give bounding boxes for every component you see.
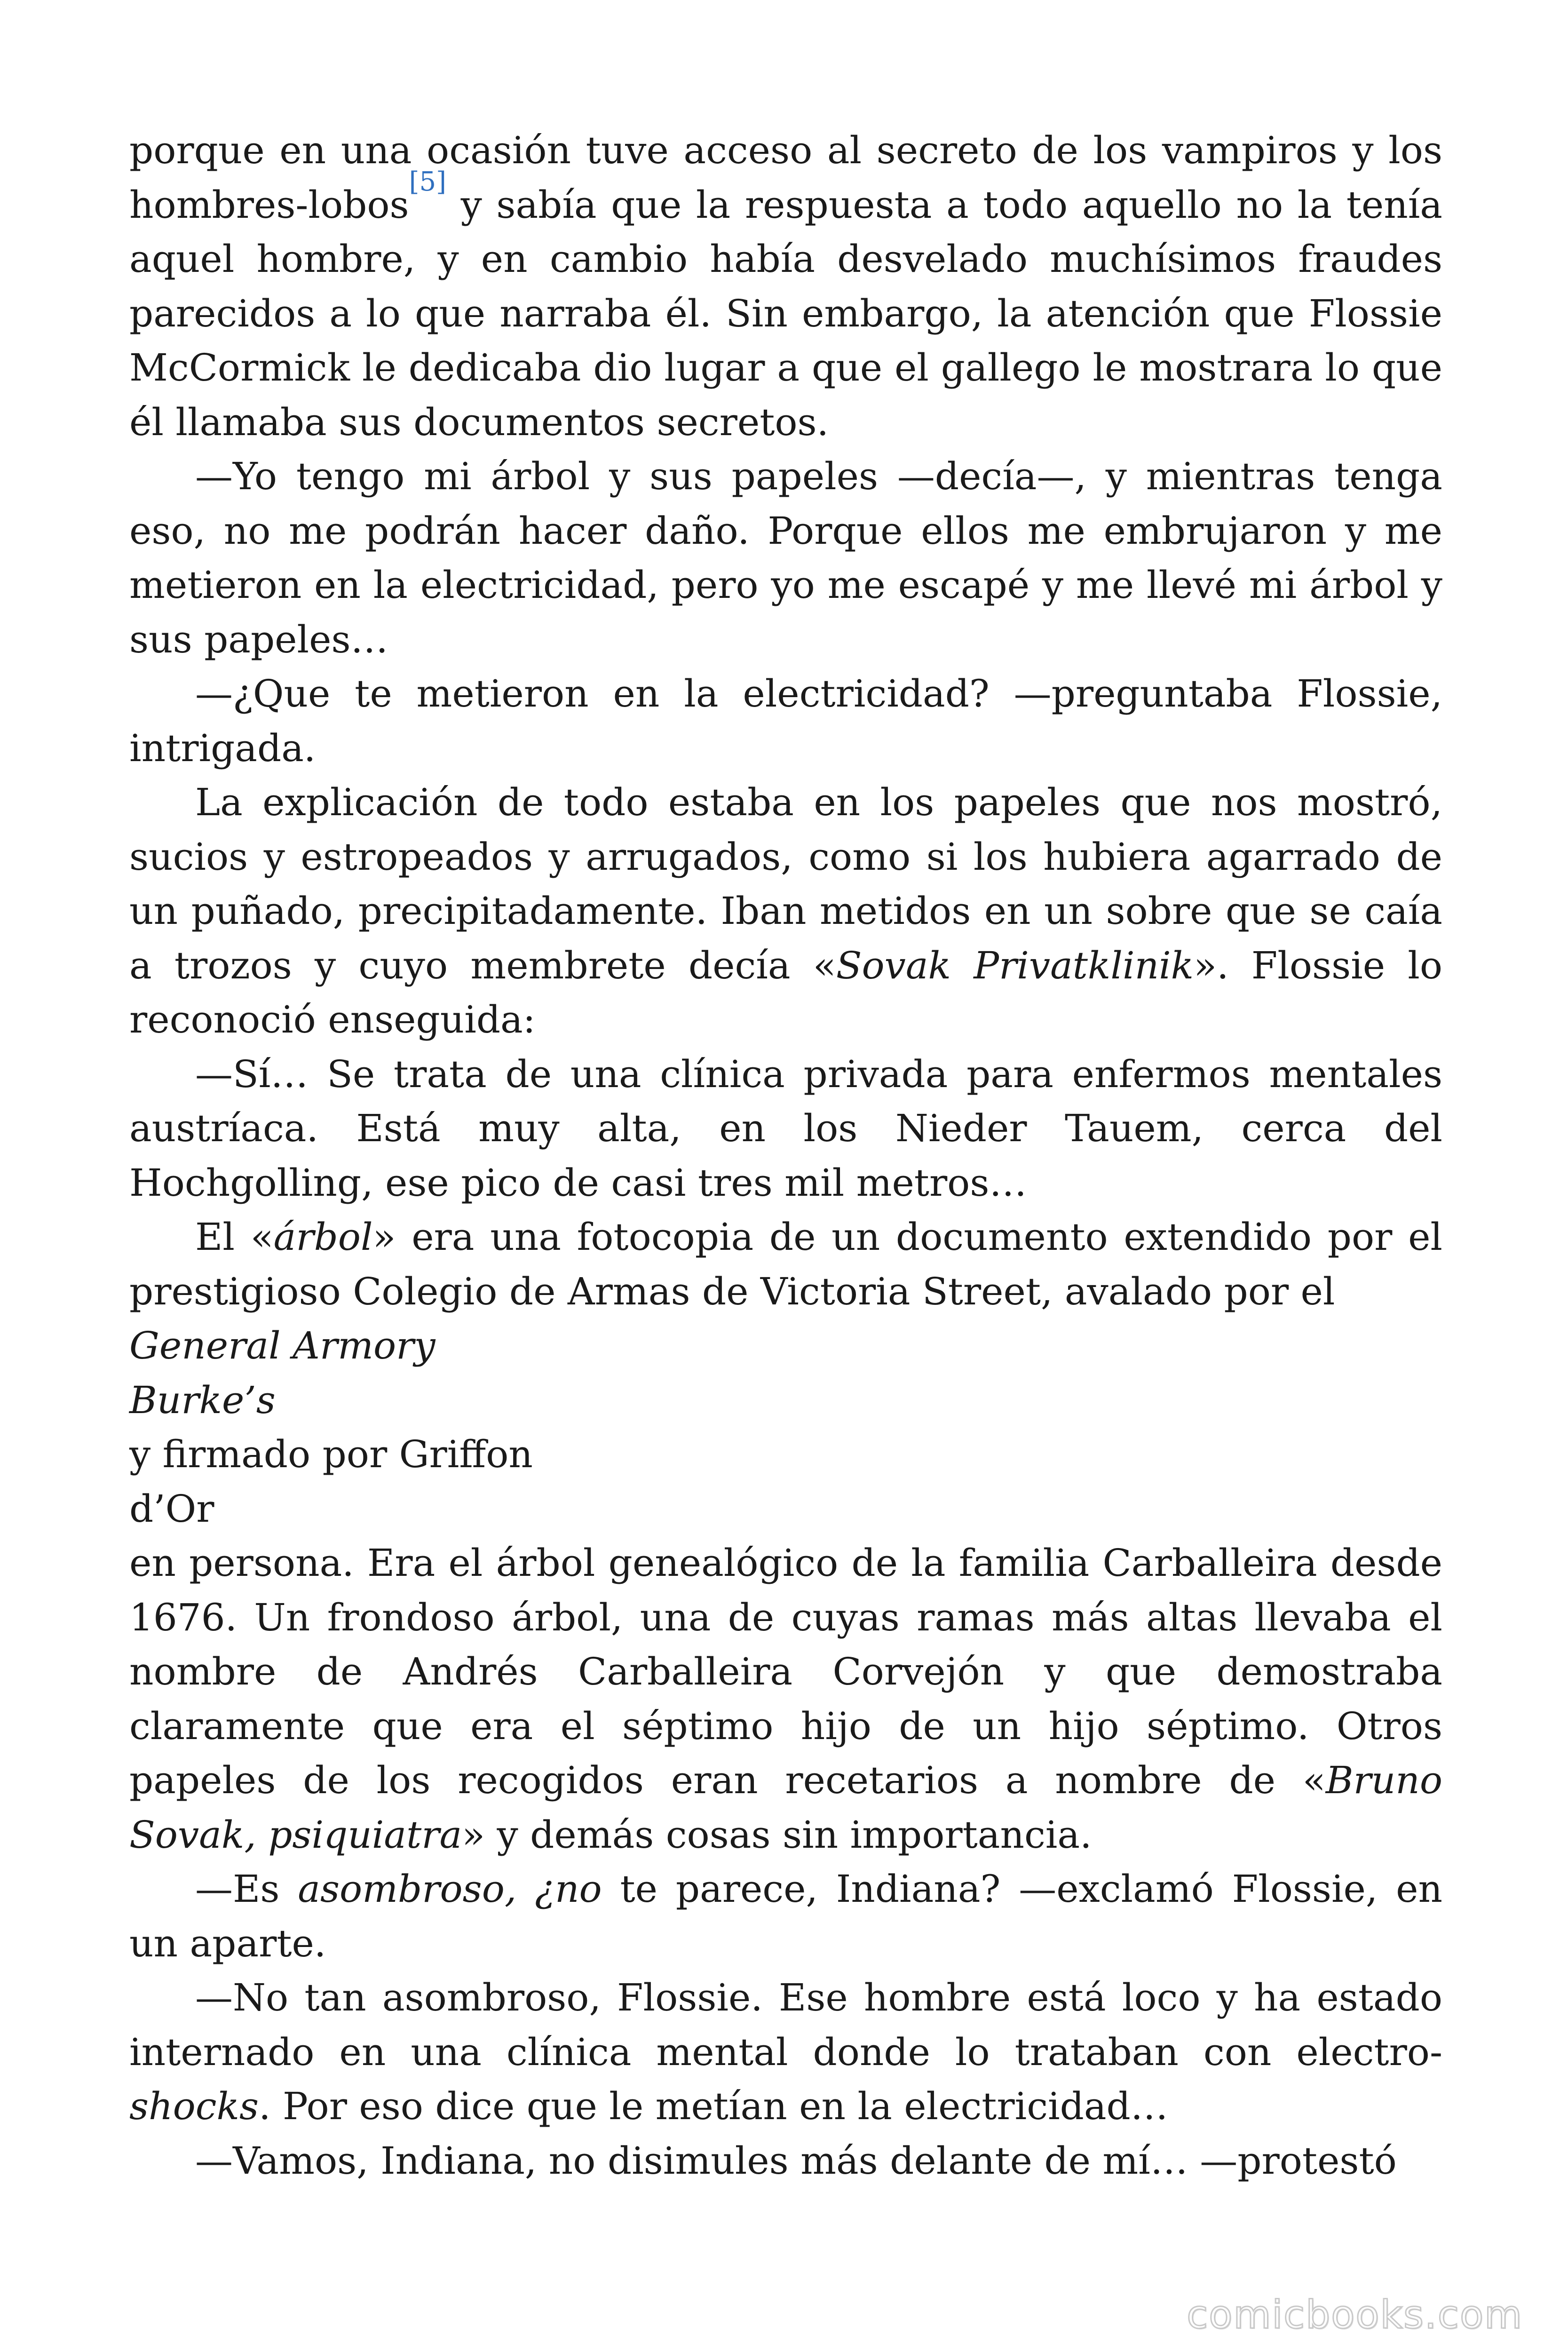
paragraph: porque en una ocasión tuve acceso al secreto de los vampiros y los hombres-lobos[5] y sabía que la respuesta a todo aquello no la tenía aquel hombre, y en cambio había desvelado muchísimos fraudes parecidos a lo que narraba él. Sin embargo, la atención que Flossie McCormick le dedicaba dio lugar a que el gallego le mostrara lo que él llamaba sus documentos secretos. — [129, 128, 1442, 444]
footnote-link[interactable]: [5] — [409, 166, 446, 197]
paragraph: —Es asombroso, ¿no te parece, Indiana? —exclamó Flossie, en un aparte. — [129, 1867, 1443, 1965]
text-line: y firmado por Griffon — [129, 1432, 533, 1476]
text-line: General Armory — [129, 1324, 436, 1367]
paragraph: —Sí… Se trata de una clínica privada para enfermos mentales austríaca. Está muy alta, en los Nieder Tauem, cerca del Hochgolling, ese pico de casi tres mil metros… — [129, 1052, 1442, 1205]
text-line: Burke’s — [129, 1378, 276, 1422]
paragraph: —No tan asombroso, Flossie. Ese hombre está loco y ha estado internado en una clínica mental donde lo trataban con electro-shocks. Por eso dice que le metían en la electricidad… — [129, 1976, 1442, 2128]
paragraph: en persona. Era el árbol genealógico de la familia Carballeira desde 1676. Un frondoso árbol, una de cuyas ramas más altas llevaba el nombre de Andrés Carballeira Corvejón y que demostraba claramente que era el séptimo hijo de un hijo séptimo. Otros papeles de los recogidos eran recetarios a nombre de «Bruno Sovak, psiquiatra» y demás cosas sin importancia. — [129, 1541, 1442, 1857]
paragraph: —Vamos, Indiana, no disimules más delante de mí… —protestó — [195, 2138, 1397, 2183]
watermark: comicbooks.com — [1187, 2293, 1523, 2337]
paragraph: —¿Que te metieron en la electricidad? —preguntaba Flossie, intrigada. — [129, 672, 1442, 770]
paragraph: El «árbol» era una fotocopia de un documento extendido por el prestigioso Colegio de Armas de Victoria Street, avalado por el — [129, 1215, 1442, 1313]
paragraph: —Yo tengo mi árbol y sus papeles —decía—, y mientras tenga eso, no me podrán hacer daño. Porque ellos me embrujaron y me metieron en la electricidad, pero yo me escapé y me llevé mi árbol y sus papeles… — [129, 454, 1442, 661]
page-text — [129, 123, 1442, 2188]
text-line: d’Or — [129, 1486, 214, 1531]
paragraph: La explicación de todo estaba en los papeles que nos mostró, sucios y estropeados y arrugados, como si los hubiera agarrado de un puñado, precipitadamente. Iban metidos en un sobre que se caía a trozos y cuyo membrete decía «Sovak Privatklinik». Flossie lo reconoció enseguida: — [129, 780, 1443, 1041]
